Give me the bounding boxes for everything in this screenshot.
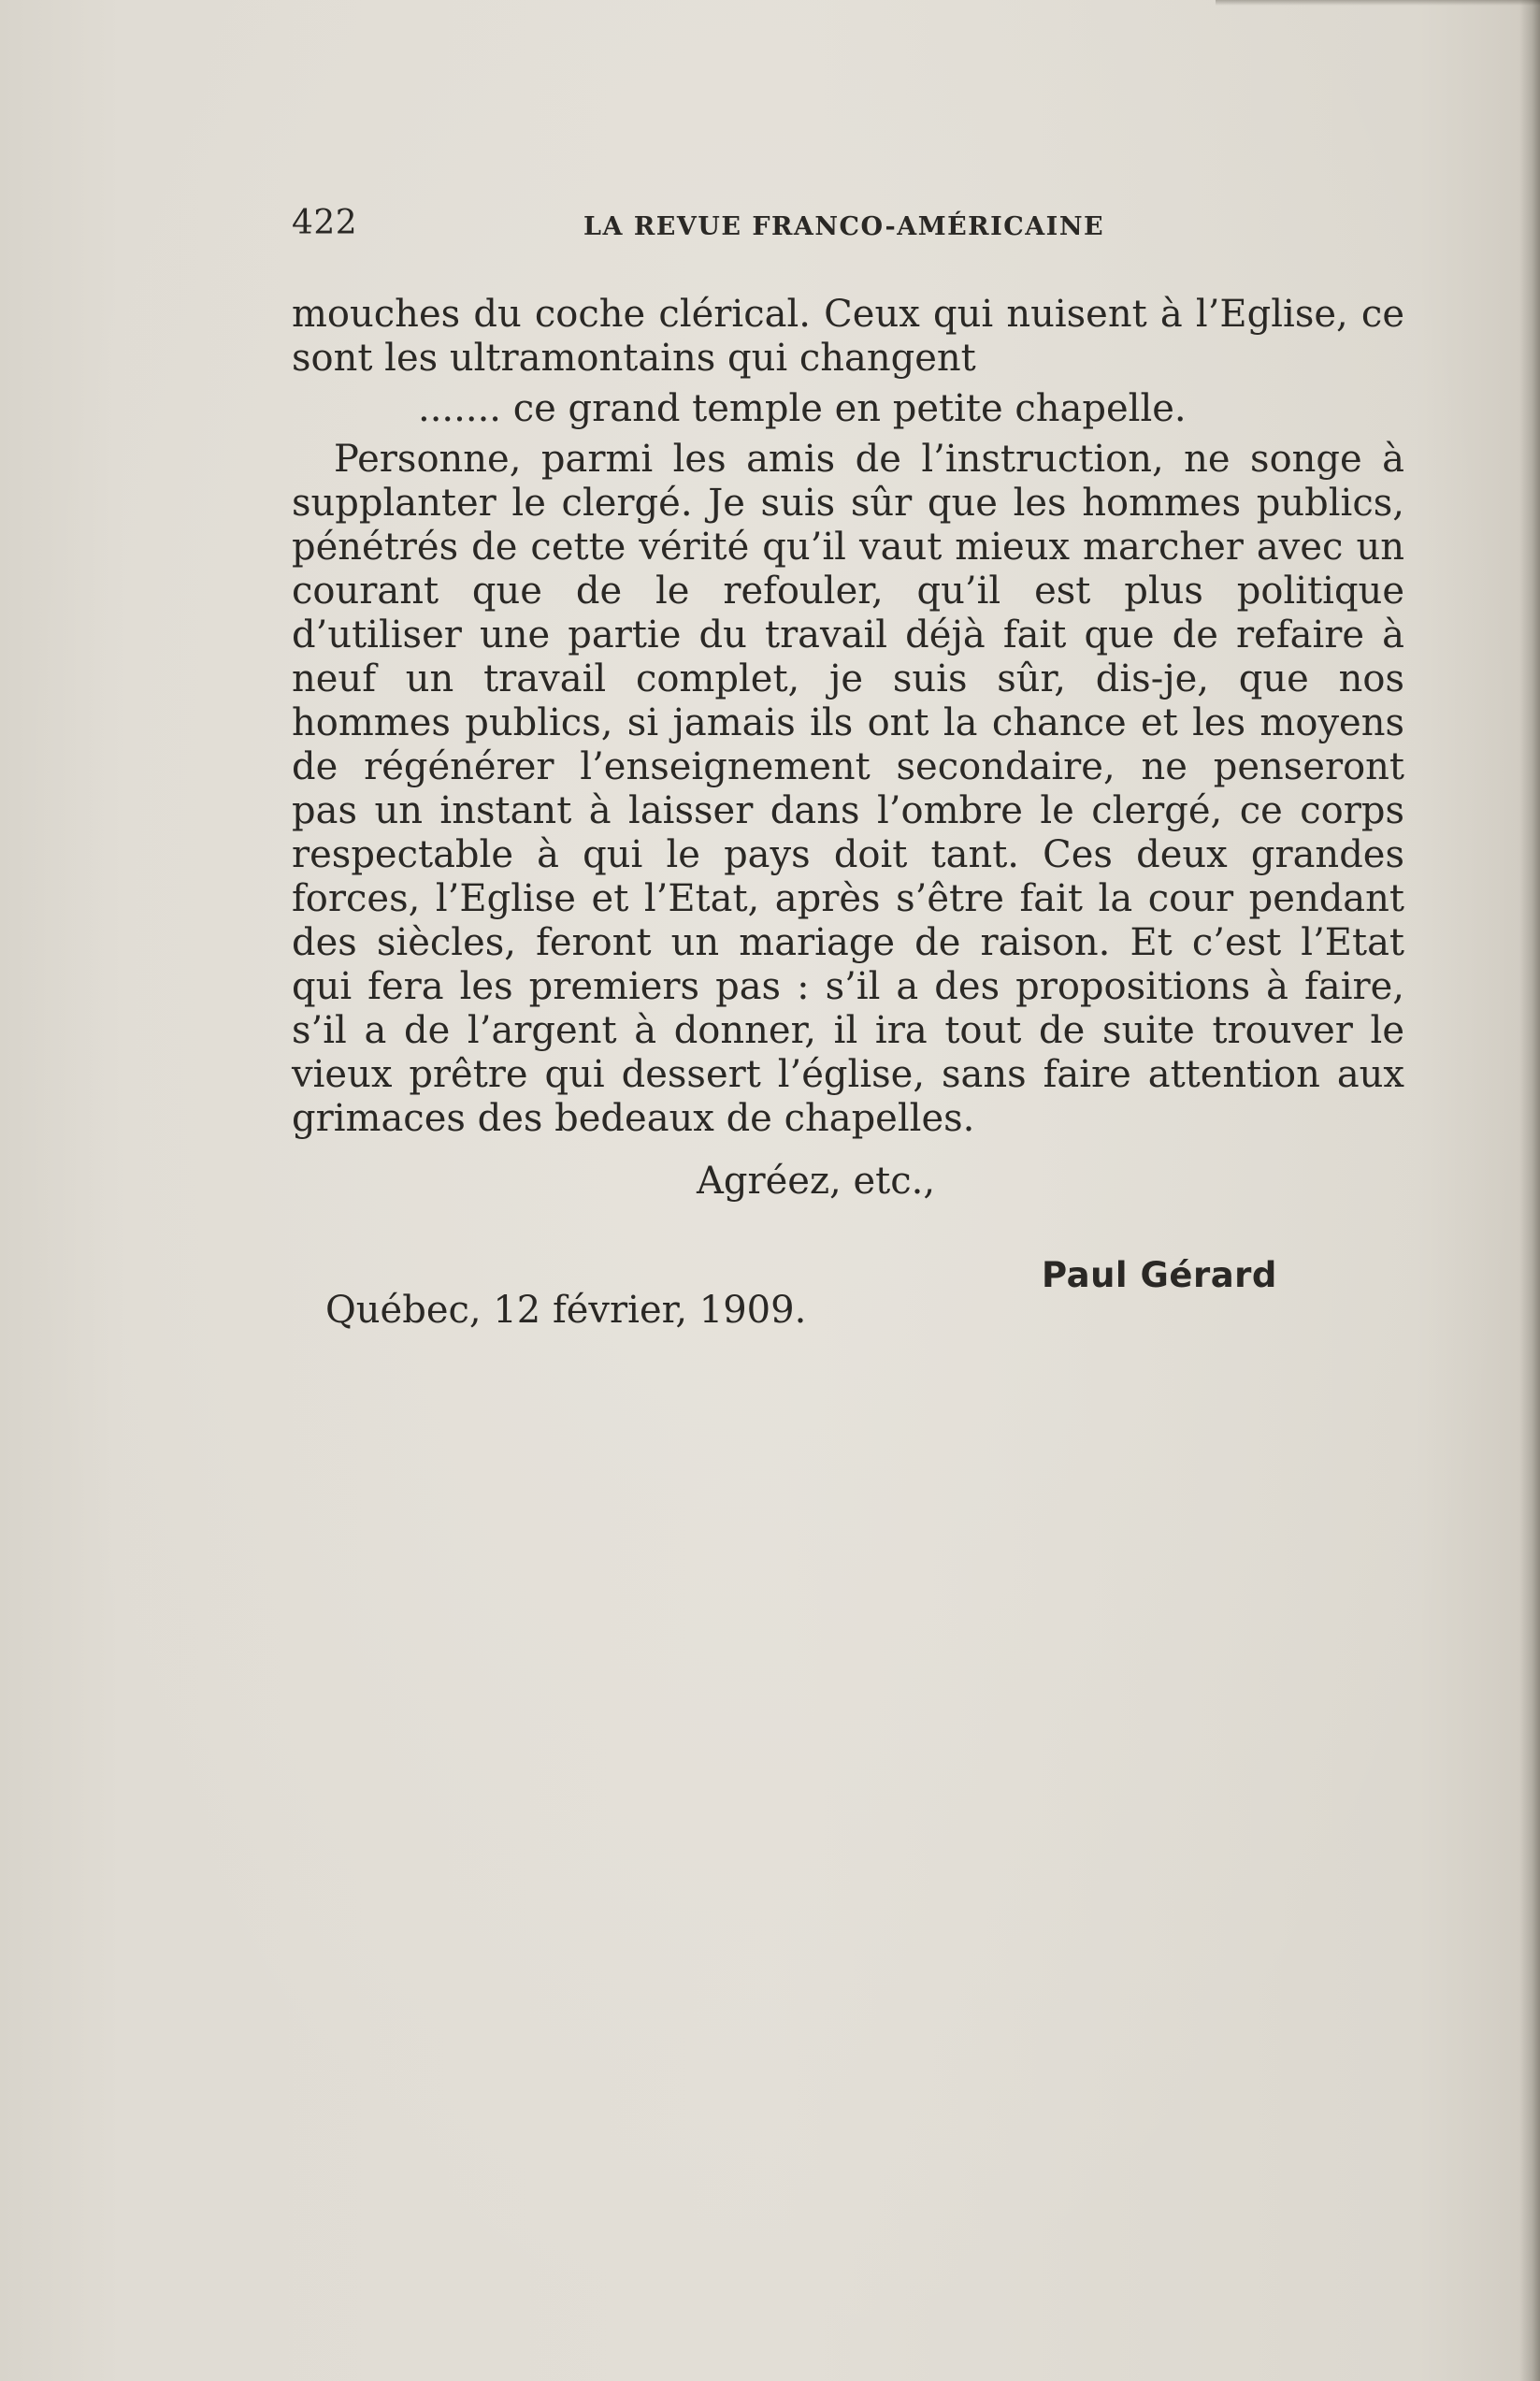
signature: Paul Gérard — [1042, 1255, 1277, 1295]
paragraph-continuation: mouches du coche clérical. Ceux qui nuisent à l’Eglise, ce sont les ultramontains qui changent — [292, 293, 1404, 380]
running-head: LA REVUE FRANCO-AMÉRICAINE — [583, 212, 1105, 241]
closing-formula: Agréez, etc., — [697, 1160, 936, 1203]
page-header — [292, 204, 1404, 251]
place-date: Québec, 12 février, 1909. — [325, 1289, 807, 1332]
body-text — [292, 293, 1404, 1141]
page-edge-shadow — [1519, 0, 1540, 2381]
verse-quote: ....... ce grand temple en petite chapelle. — [418, 387, 1187, 430]
page-number: 422 — [292, 204, 358, 242]
paragraph-main: Personne, parmi les amis de l’instruction, ne songe à supplanter le clergé. Je suis sûr que les hommes publics, pénétrés de cette vérité qu’il vaut mieux marcher avec un courant que de le refouler, qu’il est plus politique d’utiliser une partie du travail déjà fait que de refaire à neuf un travail complet, je suis sûr, dis-je, que nos hommes publics, si jamais ils ont la chance et les moyens de régénérer l’enseignement secondaire, ne penseront pas un instant à laisser dans l’ombre le clergé, ce corps respectable à qui le pays doit tant. Ces deux grandes forces, l’Eglise et l’Etat, après s’être fait la cour pendant des siècles, feront un mariage de raison. Et c’est l’Etat qui fera les premiers pas : s’il a des propositions à faire, s’il a de l’argent à donner, il ira tout de suite trouver le vieux prêtre qui dessert l’église, sans faire attention aux grimaces des bedeaux de chapelles. — [292, 438, 1404, 1140]
page-top-shadow — [1216, 0, 1540, 6]
